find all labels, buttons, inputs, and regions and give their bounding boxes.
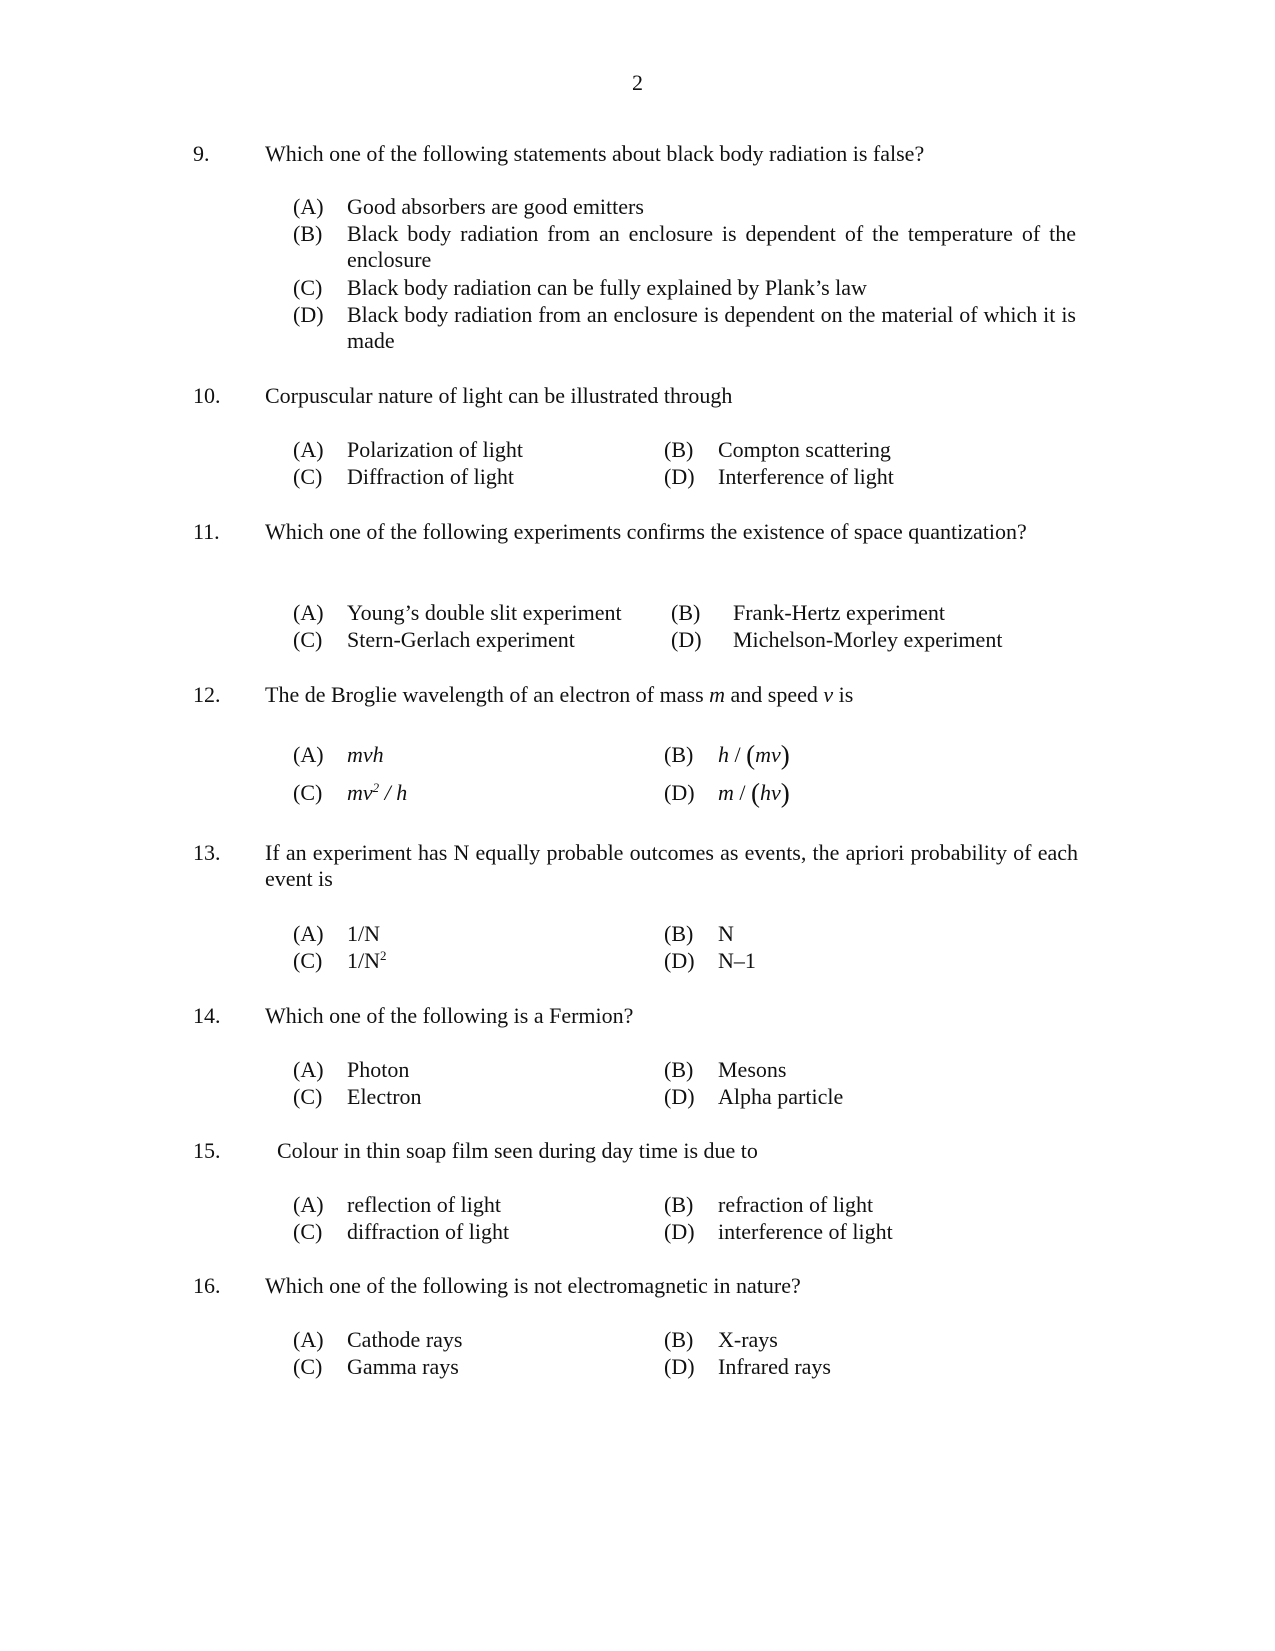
formula-exponent: 2	[372, 780, 380, 795]
option-text: Cathode rays	[347, 1327, 463, 1352]
option-label: (D)	[664, 1084, 695, 1109]
option-text: Good absorbers are good emitters	[347, 194, 644, 219]
option-text	[347, 948, 387, 974]
question-number: 11.	[193, 519, 220, 544]
question-text-part: The de Broglie wavelength of an electron of mass	[265, 682, 704, 707]
question-text: Colour in thin soap film seen during day time is due to	[277, 1138, 758, 1163]
option-label: (C)	[293, 464, 323, 489]
page-number: 2	[632, 70, 643, 95]
option-label: (D)	[671, 627, 702, 652]
option-text: Frank-Hertz experiment	[733, 600, 945, 625]
formula-slash: /	[734, 742, 741, 767]
formula-close-paren: )	[780, 740, 790, 770]
option-label: (C)	[293, 275, 323, 300]
option-label: (C)	[293, 1084, 323, 1109]
question-text: Corpuscular nature of light can be illustrated through	[265, 383, 733, 408]
formula-denominator: mv	[755, 742, 781, 767]
option-label: (B)	[664, 742, 694, 767]
option-label: (A)	[293, 1057, 324, 1082]
option-text: Gamma rays	[347, 1354, 459, 1379]
question-number: 10.	[193, 383, 221, 408]
option-label: (B)	[664, 1327, 694, 1352]
formula-open-paren: (	[746, 740, 756, 770]
option-text: Black body radiation can be fully explained by Plank’s law	[347, 275, 867, 300]
option-label: (A)	[293, 1192, 324, 1217]
variable-speed: v	[823, 682, 834, 707]
option-text: refraction of light	[718, 1192, 874, 1217]
question-text	[265, 682, 1078, 708]
option-label: (C)	[293, 780, 323, 805]
question-text: Which one of the following experiments confirms the existence of space quantization?	[265, 519, 1027, 544]
question-number: 15.	[193, 1138, 221, 1163]
option-label: (C)	[293, 627, 323, 652]
question-text-part: and speed	[730, 682, 818, 707]
question-number: 13.	[193, 840, 221, 865]
option-label: (D)	[664, 1354, 695, 1379]
option-label: (B)	[664, 1057, 694, 1082]
option-label: (D)	[664, 780, 695, 805]
option-label: (C)	[293, 1219, 323, 1244]
option-exponent: 2	[380, 948, 387, 963]
formula-close-paren: )	[780, 778, 790, 808]
option-text: Young’s double slit experiment	[347, 600, 622, 625]
option-base: 1/N	[347, 948, 380, 973]
question-text: Which one of the following is a Fermion?	[265, 1003, 634, 1028]
option-label: (B)	[664, 437, 694, 462]
option-text: Black body radiation from an enclosure is dependent of the temperature of the enclosure	[347, 221, 1076, 272]
option-label: (D)	[664, 1219, 695, 1244]
option-label: (A)	[293, 437, 324, 462]
option-label: (A)	[293, 194, 324, 219]
option-text: reflection of light	[347, 1192, 501, 1217]
option-text: Electron	[347, 1084, 422, 1109]
option-text: Diffraction of light	[347, 464, 514, 489]
formula-slash: /	[739, 780, 746, 805]
option-label: (B)	[664, 1192, 694, 1217]
question-text-part: is	[838, 682, 854, 707]
question-text: Which one of the following statements about black body radiation is false?	[265, 141, 925, 166]
option-text: diffraction of light	[347, 1219, 510, 1244]
option-text: Black body radiation from an enclosure is dependent on the material of which it is made	[347, 302, 1076, 353]
question-number: 14.	[193, 1003, 221, 1028]
option-text: Polarization of light	[347, 437, 523, 462]
formula-rest: / h	[379, 780, 408, 805]
option-text: X-rays	[718, 1327, 778, 1352]
formula-base: mv	[347, 780, 373, 805]
option-label: (D)	[664, 948, 695, 973]
option-text: Michelson-Morley experiment	[733, 627, 1003, 652]
option-label: (B)	[293, 221, 323, 246]
option-text: Stern-Gerlach experiment	[347, 627, 575, 652]
option-text: N–1	[718, 948, 756, 973]
option-text: Photon	[347, 1057, 410, 1082]
question-text: Which one of the following is not electromagnetic in nature?	[265, 1273, 801, 1298]
option-text: 1/N	[347, 921, 380, 946]
option-label: (A)	[293, 600, 324, 625]
option-label: (D)	[293, 302, 324, 327]
option-text: Interference of light	[718, 464, 894, 489]
formula-numerator: m	[718, 780, 734, 805]
option-label: (A)	[293, 1327, 324, 1352]
option-label: (D)	[664, 464, 695, 489]
option-text: Alpha particle	[718, 1084, 844, 1109]
question-number: 12.	[193, 682, 221, 707]
variable-mass: m	[709, 682, 726, 707]
option-label: (A)	[293, 742, 324, 767]
option-formula	[347, 780, 407, 806]
option-label: (B)	[671, 600, 701, 625]
option-text: N	[718, 921, 734, 946]
formula-numerator: h	[718, 742, 729, 767]
question-number: 9.	[193, 141, 210, 166]
option-text: interference of light	[718, 1219, 893, 1244]
option-text: Infrared rays	[718, 1354, 831, 1379]
formula-open-paren: (	[751, 778, 761, 808]
option-text: Mesons	[718, 1057, 787, 1082]
option-formula	[718, 742, 790, 768]
option-label: (C)	[293, 1354, 323, 1379]
option-formula: mvh	[347, 742, 384, 767]
option-formula	[718, 780, 790, 806]
option-label: (A)	[293, 921, 324, 946]
option-label: (C)	[293, 948, 323, 973]
option-label: (B)	[664, 921, 694, 946]
question-text: If an experiment has N equally probable outcomes as events, the apriori probability of each event is	[265, 840, 1078, 891]
formula-denominator: hv	[760, 780, 781, 805]
option-text: Compton scattering	[718, 437, 891, 462]
question-number: 16.	[193, 1273, 221, 1298]
